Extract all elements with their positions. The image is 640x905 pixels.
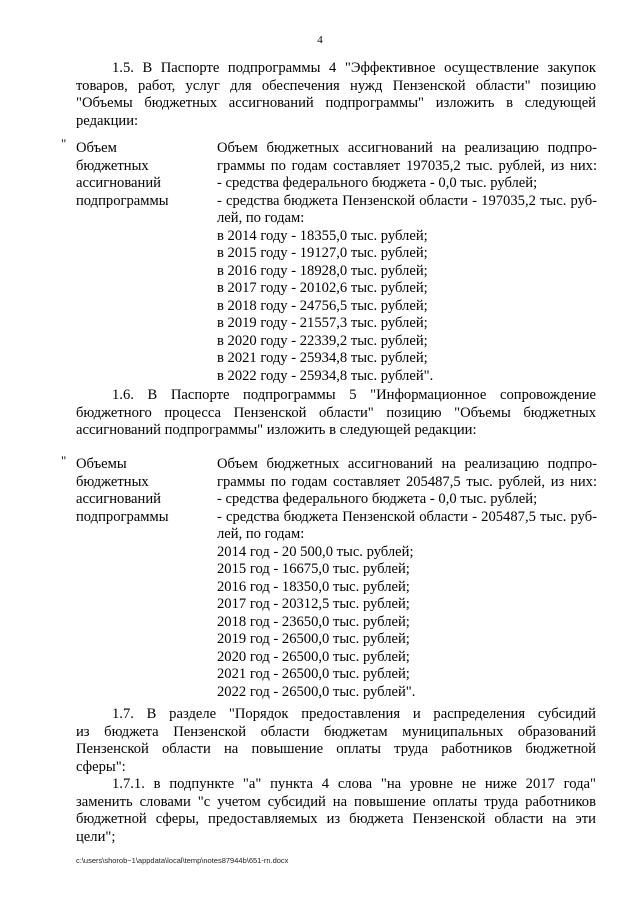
paragraph-1-7 bbox=[76, 706, 596, 776]
value-line: 2014 год - 20 500,0 тыс. рублей; bbox=[217, 543, 414, 560]
value-line: 2017 год - 20312,5 тыс. рублей; bbox=[217, 596, 410, 612]
text-line: цели"; bbox=[76, 828, 116, 845]
paragraph-1-7-1 bbox=[76, 776, 596, 846]
text-line: бюджетной сферы, предоставляемых из бюджета Пензенской области на эти bbox=[76, 811, 596, 827]
value-line: в 2020 году - 22339,2 тыс. рублей; bbox=[217, 332, 428, 349]
value-line: в 2017 году - 20102,6 тыс. рублей; bbox=[217, 280, 428, 296]
label-line: ассигнований bbox=[76, 491, 161, 507]
value-line: граммы по годам составляет 205487,5 тыс. рублей, из них: bbox=[217, 473, 597, 490]
block1-label bbox=[76, 140, 206, 210]
value-line: - средства бюджета Пензенской области - 197035,2 тыс. руб- bbox=[217, 192, 597, 209]
text-line: 1.7.1. в подпункте "а" пункта 4 слова "на уровне не ниже 2017 года" bbox=[112, 776, 596, 792]
value-line: 2018 год - 23650,0 тыс. рублей; bbox=[217, 613, 410, 630]
text-line: 1.7. В разделе "Порядок предоставления и распределения субсидий bbox=[112, 706, 596, 722]
text-line: редакции: bbox=[76, 112, 139, 129]
value-line: лей, по годам: bbox=[217, 526, 305, 542]
label-line: Объем bbox=[76, 140, 117, 156]
value-line: в 2014 году - 18355,0 тыс. рублей; bbox=[217, 227, 428, 244]
block2-label bbox=[76, 456, 206, 526]
value-line: 2016 год - 18350,0 тыс. рублей; bbox=[217, 578, 410, 595]
text-line: бюджетного процесса Пензенской области" позицию "Объемы бюджетных bbox=[76, 404, 596, 421]
paragraph-1-5 bbox=[76, 60, 596, 130]
value-line: в 2015 году - 19127,0 тыс. рублей; bbox=[217, 245, 428, 261]
value-line: в 2016 году - 18928,0 тыс. рублей; bbox=[217, 262, 428, 279]
text-line: Пензенской области на повышение оплаты труда работников бюджетной bbox=[76, 741, 596, 757]
value-line: - средства федерального бюджета - 0,0 тыс. рублей; bbox=[217, 175, 538, 191]
paragraph-1-6 bbox=[76, 387, 596, 440]
value-line: в 2022 году - 25934,8 тыс. рублей". bbox=[217, 367, 434, 384]
text-line: товаров, работ, услуг для обеспечения нужд Пензенской области" позицию bbox=[76, 77, 596, 94]
label-line: подпрограммы bbox=[76, 508, 169, 525]
text-line: заменить словами "с учетом субсидий на повышение оплаты труда работников bbox=[76, 793, 596, 810]
value-line: в 2019 году - 21557,3 тыс. рублей; bbox=[217, 315, 428, 331]
value-line: - средства бюджета Пензенской области - 205487,5 тыс. руб- bbox=[217, 508, 597, 525]
label-line: бюджетных bbox=[76, 157, 149, 174]
block2-value bbox=[217, 456, 597, 701]
value-line: в 2021 году - 25934,8 тыс. рублей; bbox=[217, 350, 428, 366]
value-line: лей, по годам: bbox=[217, 210, 305, 226]
text-line: ассигнований подпрограммы" изложить в следующей редакции: bbox=[76, 422, 477, 438]
label-line: подпрограммы bbox=[76, 192, 169, 209]
value-line: 2021 год - 26500,0 тыс. рублей; bbox=[217, 666, 410, 682]
value-line: 2015 год - 16675,0 тыс. рублей; bbox=[217, 561, 410, 577]
text-line: из бюджета Пензенской области бюджетам муниципальных образований bbox=[76, 723, 596, 740]
block1-value bbox=[217, 140, 597, 385]
opening-quote: " bbox=[61, 136, 67, 151]
value-line: в 2018 году - 24756,5 тыс. рублей; bbox=[217, 297, 428, 314]
text-line: 1.6. В Паспорте подпрограммы 5 "Информационное сопровождение bbox=[112, 387, 596, 403]
text-line: "Объемы бюджетных ассигнований подпрограммы" изложить в следующей bbox=[76, 95, 596, 111]
text-line: сферы": bbox=[76, 758, 126, 775]
label-line: бюджетных bbox=[76, 473, 149, 490]
value-line: 2022 год - 26500,0 тыс. рублей". bbox=[217, 683, 416, 700]
value-line: Объем бюджетных ассигнований на реализацию подпро- bbox=[217, 140, 597, 156]
page-number: 4 bbox=[317, 34, 323, 46]
value-line: Объем бюджетных ассигнований на реализацию подпро- bbox=[217, 456, 597, 472]
label-line: ассигнований bbox=[76, 175, 161, 191]
opening-quote: " bbox=[61, 453, 67, 468]
label-line: Объемы bbox=[76, 456, 127, 472]
value-line: 2020 год - 26500,0 тыс. рублей; bbox=[217, 648, 410, 665]
value-line: - средства федерального бюджета - 0,0 тыс. рублей; bbox=[217, 491, 538, 507]
value-line: 2019 год - 26500,0 тыс. рублей; bbox=[217, 631, 410, 647]
file-path-footer: c:\users\shorob~1\appdata\local\temp\notes87944b\651-rn.docx bbox=[76, 856, 289, 865]
text-line: 1.5. В Паспорте подпрограммы 4 "Эффективное осуществление закупок bbox=[112, 60, 596, 76]
value-line: граммы по годам составляет 197035,2 тыс. рублей, из них: bbox=[217, 157, 597, 174]
